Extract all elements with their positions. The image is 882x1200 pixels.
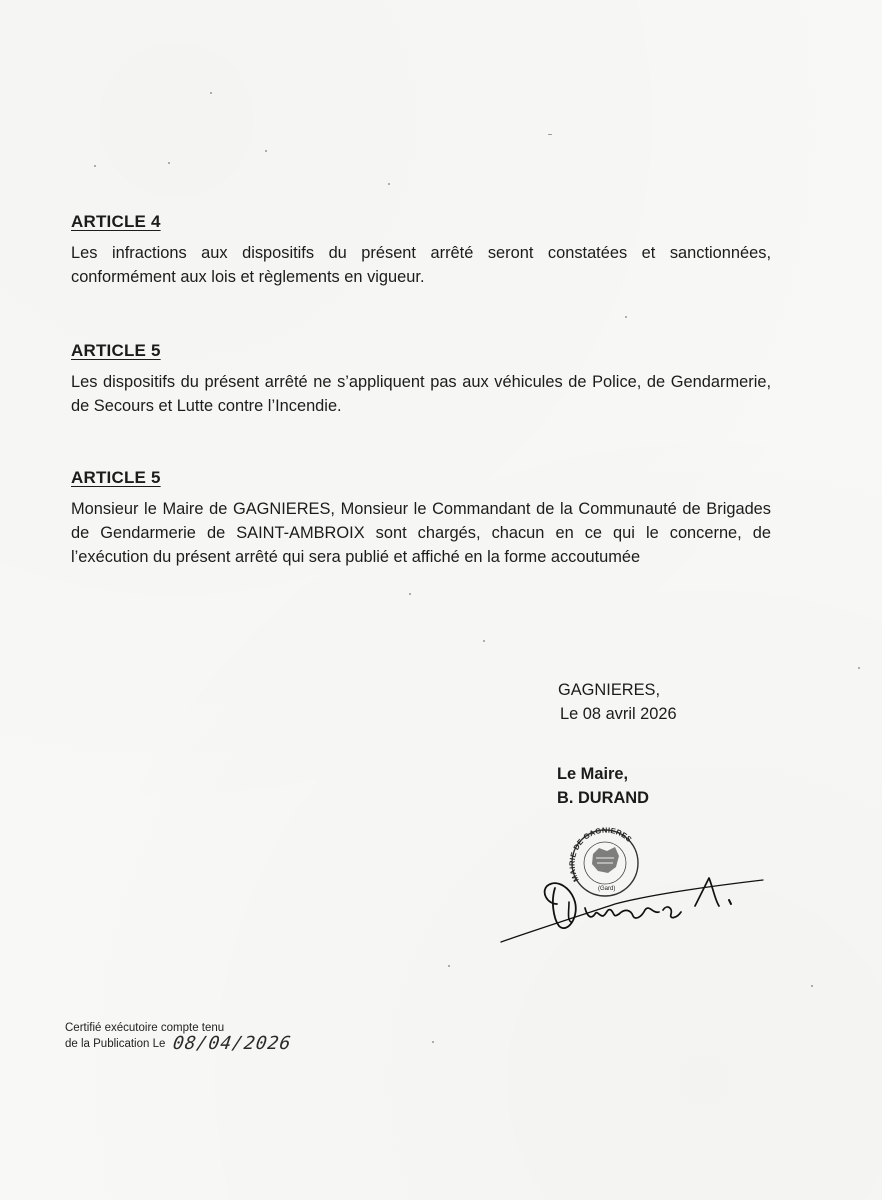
article-heading: ARTICLE 5 (71, 341, 161, 360)
place: GAGNIERES, (558, 681, 661, 699)
article-text: Les infractions aux dispositifs du présent arrêté seront constatées et sanctionnées, conformément aux lois et règlements en vigueur. (71, 244, 771, 286)
scan-speck (548, 134, 552, 135)
date: Le 08 avril 2026 (560, 705, 677, 723)
svg-text:(Gard): (Gard) (598, 886, 616, 892)
scan-speck (448, 965, 450, 967)
scan-speck (858, 667, 860, 669)
handwritten-date: 08/04/2026 (171, 1033, 294, 1054)
article-heading: ARTICLE 4 (71, 212, 161, 231)
official-stamp (568, 826, 638, 896)
certification-line-2 (65, 1033, 294, 1054)
svg-text:MAIRIE DE GAGNIERES: MAIRIE DE GAGNIERES (567, 825, 634, 884)
article-heading: ARTICLE 5 (71, 468, 161, 487)
article-5 (71, 341, 771, 418)
scan-speck (265, 150, 267, 152)
scan-speck (432, 1041, 434, 1043)
certification-line-1: Certifié exécutoire compte tenu (65, 1022, 225, 1034)
certification-note (65, 1022, 294, 1054)
handwritten-signature (501, 878, 763, 942)
article-text: Monsieur le Maire de GAGNIERES, Monsieur le Commandant de la Communauté de Brigades de Gendarmerie de SAINT-AMBROIX sont chargés, chacun en ce qui le concerne, de l’exécution du présent arrêté qui sera publié et affiché en la forme accoutumée (71, 500, 771, 566)
article-text: Les dispositifs du présent arrêté ne s’appliquent pas aux véhicules de Police, de Gendarmerie, de Secours et Lutte contre l’Incendie. (71, 373, 771, 415)
article-4 (71, 212, 771, 289)
scan-speck (811, 985, 813, 987)
certification-label: de la Publication Le (65, 1038, 166, 1050)
scan-speck (483, 640, 485, 642)
scan-speck (94, 165, 96, 167)
mayor-title: Le Maire, (557, 765, 629, 783)
scan-speck (168, 162, 170, 164)
mayor-block (557, 762, 649, 810)
scan-speck (388, 183, 390, 185)
scan-speck (210, 92, 212, 94)
place-date (558, 678, 677, 726)
scan-speck (409, 593, 411, 595)
mayor-name: B. DURAND (557, 789, 649, 807)
article-5-second (71, 468, 771, 569)
scan-speck (625, 316, 627, 318)
stamp-and-signature (495, 818, 775, 953)
